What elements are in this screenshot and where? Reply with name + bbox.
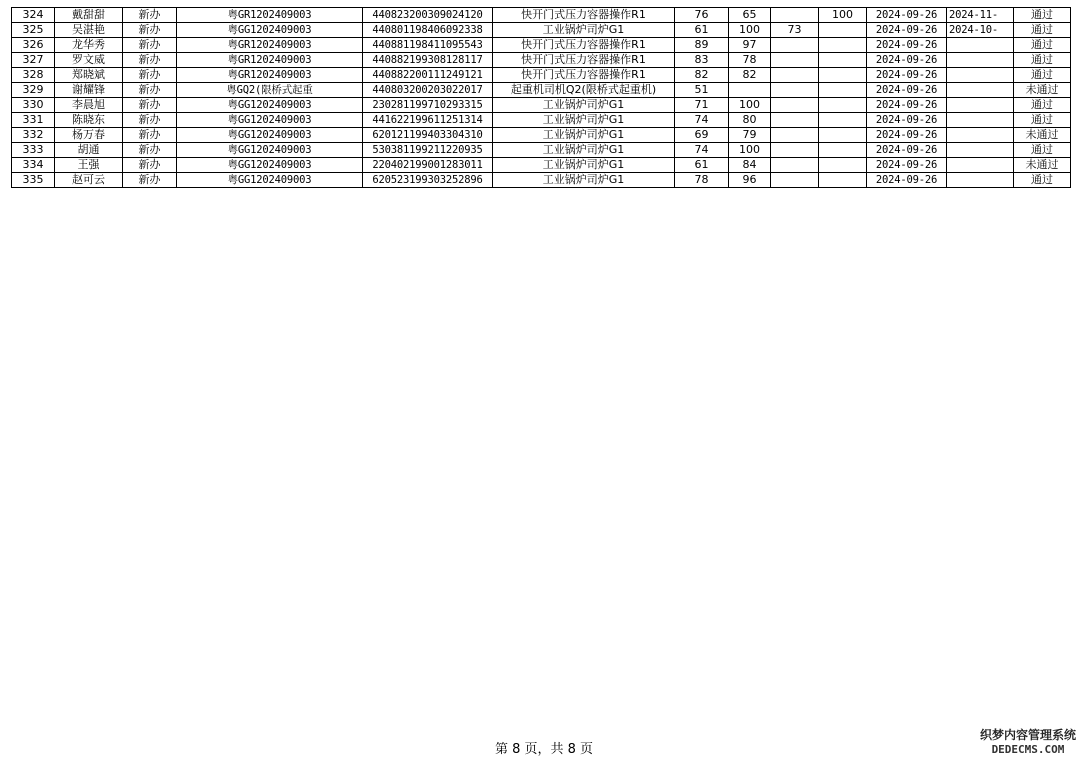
cell-score-4 — [819, 53, 867, 68]
cell-result: 通过 — [1014, 113, 1071, 128]
cell-exam-item: 工业锅炉司炉G1 — [493, 23, 675, 38]
cell-score-practical: 78 — [729, 53, 771, 68]
cell-id-number: 440801198406092338 — [363, 23, 493, 38]
cell-certificate-no: 粤GR1202409003 — [177, 38, 363, 53]
cell-number: 327 — [12, 53, 55, 68]
cell-score-practical: 65 — [729, 8, 771, 23]
cell-application-type: 新办 — [123, 128, 177, 143]
cell-score-4 — [819, 113, 867, 128]
cell-score-theory: 82 — [675, 68, 729, 83]
cell-application-type: 新办 — [123, 23, 177, 38]
cell-issue-date — [947, 98, 1014, 113]
cell-score-4 — [819, 128, 867, 143]
cell-number: 324 — [12, 8, 55, 23]
cell-application-type: 新办 — [123, 38, 177, 53]
cell-number: 332 — [12, 128, 55, 143]
cell-score-theory: 83 — [675, 53, 729, 68]
cell-issue-date: 2024-10- — [947, 23, 1014, 38]
cell-exam-item: 工业锅炉司炉G1 — [493, 98, 675, 113]
cell-number: 326 — [12, 38, 55, 53]
cell-exam-date: 2024-09-26 — [867, 128, 947, 143]
cell-name: 王强 — [55, 158, 123, 173]
cell-number: 335 — [12, 173, 55, 188]
cell-number: 330 — [12, 98, 55, 113]
cell-id-number: 441622199611251314 — [363, 113, 493, 128]
cell-application-type: 新办 — [123, 158, 177, 173]
cell-score-theory: 74 — [675, 143, 729, 158]
cell-score-4 — [819, 38, 867, 53]
cell-exam-date: 2024-09-26 — [867, 8, 947, 23]
table-row — [12, 143, 1071, 158]
cell-exam-date: 2024-09-26 — [867, 83, 947, 98]
cell-name: 李晨旭 — [55, 98, 123, 113]
cell-number: 331 — [12, 113, 55, 128]
cell-issue-date: 2024-11- — [947, 8, 1014, 23]
cell-exam-date: 2024-09-26 — [867, 53, 947, 68]
cell-number: 333 — [12, 143, 55, 158]
cell-score-3 — [771, 83, 819, 98]
cell-number: 328 — [12, 68, 55, 83]
cell-id-number: 440882200111249121 — [363, 68, 493, 83]
cell-score-theory: 51 — [675, 83, 729, 98]
cell-score-theory: 89 — [675, 38, 729, 53]
table-body — [12, 8, 1071, 188]
cell-result: 通过 — [1014, 38, 1071, 53]
cell-id-number: 440882199308128117 — [363, 53, 493, 68]
cell-exam-date: 2024-09-26 — [867, 113, 947, 128]
cell-score-3 — [771, 128, 819, 143]
cell-score-4 — [819, 98, 867, 113]
cell-exam-item: 快开门式压力容器操作R1 — [493, 38, 675, 53]
table-row — [12, 53, 1071, 68]
cell-application-type: 新办 — [123, 98, 177, 113]
cell-name: 郑晓斌 — [55, 68, 123, 83]
cell-result: 未通过 — [1014, 158, 1071, 173]
cell-application-type: 新办 — [123, 113, 177, 128]
cell-score-3: 73 — [771, 23, 819, 38]
cell-certificate-no: 粤GG1202409003 — [177, 23, 363, 38]
cell-exam-date: 2024-09-26 — [867, 173, 947, 188]
cell-score-practical: 100 — [729, 143, 771, 158]
cell-issue-date — [947, 83, 1014, 98]
cell-score-3 — [771, 68, 819, 83]
cell-score-4: 100 — [819, 8, 867, 23]
cell-score-4 — [819, 23, 867, 38]
table-row — [12, 173, 1071, 188]
cell-score-theory: 69 — [675, 128, 729, 143]
cell-name: 陈晓东 — [55, 113, 123, 128]
cell-certificate-no: 粤GG1202409003 — [177, 143, 363, 158]
cell-certificate-no: 粤GG1202409003 — [177, 113, 363, 128]
cell-exam-date: 2024-09-26 — [867, 68, 947, 83]
watermark-line2: DEDECMS.COM — [991, 743, 1065, 756]
table-row — [12, 8, 1071, 23]
table-row — [12, 38, 1071, 53]
cell-score-theory: 74 — [675, 113, 729, 128]
cell-score-theory: 61 — [675, 23, 729, 38]
cell-exam-date: 2024-09-26 — [867, 143, 947, 158]
cell-id-number: 440881198411095543 — [363, 38, 493, 53]
cell-issue-date — [947, 68, 1014, 83]
cell-score-3 — [771, 113, 819, 128]
cell-exam-item: 快开门式压力容器操作R1 — [493, 68, 675, 83]
cell-exam-item: 快开门式压力容器操作R1 — [493, 8, 675, 23]
cell-name: 谢耀锋 — [55, 83, 123, 98]
cell-name: 杨万春 — [55, 128, 123, 143]
cell-exam-item: 工业锅炉司炉G1 — [493, 113, 675, 128]
cell-exam-date: 2024-09-26 — [867, 158, 947, 173]
cell-application-type: 新办 — [123, 143, 177, 158]
cell-score-3 — [771, 98, 819, 113]
cell-certificate-no: 粤GG1202409003 — [177, 173, 363, 188]
cell-id-number: 230281199710293315 — [363, 98, 493, 113]
cell-score-4 — [819, 83, 867, 98]
page-number: 第 8 页，共 8 页 — [494, 742, 594, 757]
cell-issue-date — [947, 158, 1014, 173]
cell-result: 通过 — [1014, 173, 1071, 188]
results-table-container — [11, 7, 1071, 188]
cell-score-practical: 82 — [729, 68, 771, 83]
cell-id-number: 620121199403304310 — [363, 128, 493, 143]
cell-score-practical: 96 — [729, 173, 771, 188]
cell-issue-date — [947, 53, 1014, 68]
cell-result: 通过 — [1014, 53, 1071, 68]
cell-score-4 — [819, 143, 867, 158]
cell-certificate-no: 粤GR1202409003 — [177, 68, 363, 83]
cell-id-number: 530381199211220935 — [363, 143, 493, 158]
cell-result: 未通过 — [1014, 83, 1071, 98]
cell-score-3 — [771, 173, 819, 188]
cell-name: 赵可云 — [55, 173, 123, 188]
cell-exam-date: 2024-09-26 — [867, 38, 947, 53]
cell-id-number: 440803200203022017 — [363, 83, 493, 98]
cell-number: 329 — [12, 83, 55, 98]
cell-name: 吴湛艳 — [55, 23, 123, 38]
cell-application-type: 新办 — [123, 83, 177, 98]
site-watermark — [976, 728, 1080, 760]
cell-result: 通过 — [1014, 23, 1071, 38]
cell-score-theory: 76 — [675, 8, 729, 23]
cell-score-4 — [819, 173, 867, 188]
cell-score-theory: 71 — [675, 98, 729, 113]
cell-certificate-no: 粤GG1202409003 — [177, 128, 363, 143]
table-row — [12, 158, 1071, 173]
cell-issue-date — [947, 113, 1014, 128]
cell-score-3 — [771, 53, 819, 68]
cell-exam-date: 2024-09-26 — [867, 23, 947, 38]
cell-result: 未通过 — [1014, 128, 1071, 143]
cell-score-practical: 100 — [729, 23, 771, 38]
cell-name: 罗文威 — [55, 53, 123, 68]
cell-id-number: 440823200309024120 — [363, 8, 493, 23]
cell-exam-item: 工业锅炉司炉G1 — [493, 143, 675, 158]
cell-exam-item: 工业锅炉司炉G1 — [493, 128, 675, 143]
cell-name: 胡通 — [55, 143, 123, 158]
table-row — [12, 128, 1071, 143]
cell-certificate-no: 粤GQ2(限桥式起重 — [177, 83, 363, 98]
cell-score-4 — [819, 158, 867, 173]
cell-score-practical — [729, 83, 771, 98]
cell-application-type: 新办 — [123, 53, 177, 68]
cell-issue-date — [947, 38, 1014, 53]
results-table — [11, 7, 1071, 188]
cell-result: 通过 — [1014, 8, 1071, 23]
cell-issue-date — [947, 173, 1014, 188]
cell-exam-item: 起重机司机Q2(限桥式起重机) — [493, 83, 675, 98]
cell-issue-date — [947, 128, 1014, 143]
cell-number: 325 — [12, 23, 55, 38]
cell-exam-item: 工业锅炉司炉G1 — [493, 173, 675, 188]
cell-exam-date: 2024-09-26 — [867, 98, 947, 113]
cell-score-3 — [771, 143, 819, 158]
cell-certificate-no: 粤GG1202409003 — [177, 158, 363, 173]
table-row — [12, 98, 1071, 113]
table-row — [12, 113, 1071, 128]
cell-certificate-no: 粤GR1202409003 — [177, 8, 363, 23]
cell-result: 通过 — [1014, 68, 1071, 83]
cell-score-theory: 61 — [675, 158, 729, 173]
cell-score-practical: 84 — [729, 158, 771, 173]
cell-result: 通过 — [1014, 143, 1071, 158]
cell-score-theory: 78 — [675, 173, 729, 188]
cell-number: 334 — [12, 158, 55, 173]
cell-application-type: 新办 — [123, 173, 177, 188]
cell-application-type: 新办 — [123, 68, 177, 83]
cell-certificate-no: 粤GG1202409003 — [177, 98, 363, 113]
cell-score-3 — [771, 158, 819, 173]
cell-name: 龙华秀 — [55, 38, 123, 53]
table-row — [12, 83, 1071, 98]
cell-id-number: 620523199303252896 — [363, 173, 493, 188]
cell-id-number: 220402199001283011 — [363, 158, 493, 173]
cell-certificate-no: 粤GR1202409003 — [177, 53, 363, 68]
cell-score-practical: 100 — [729, 98, 771, 113]
cell-application-type: 新办 — [123, 8, 177, 23]
cell-exam-item: 工业锅炉司炉G1 — [493, 158, 675, 173]
cell-exam-item: 快开门式压力容器操作R1 — [493, 53, 675, 68]
cell-score-3 — [771, 8, 819, 23]
table-row — [12, 68, 1071, 83]
watermark-line1: 织梦内容管理系统 — [979, 728, 1076, 742]
cell-score-practical: 97 — [729, 38, 771, 53]
cell-score-3 — [771, 38, 819, 53]
cell-name: 戴甜甜 — [55, 8, 123, 23]
cell-result: 通过 — [1014, 98, 1071, 113]
cell-score-practical: 80 — [729, 113, 771, 128]
cell-score-practical: 79 — [729, 128, 771, 143]
cell-issue-date — [947, 143, 1014, 158]
table-row — [12, 23, 1071, 38]
cell-score-4 — [819, 68, 867, 83]
